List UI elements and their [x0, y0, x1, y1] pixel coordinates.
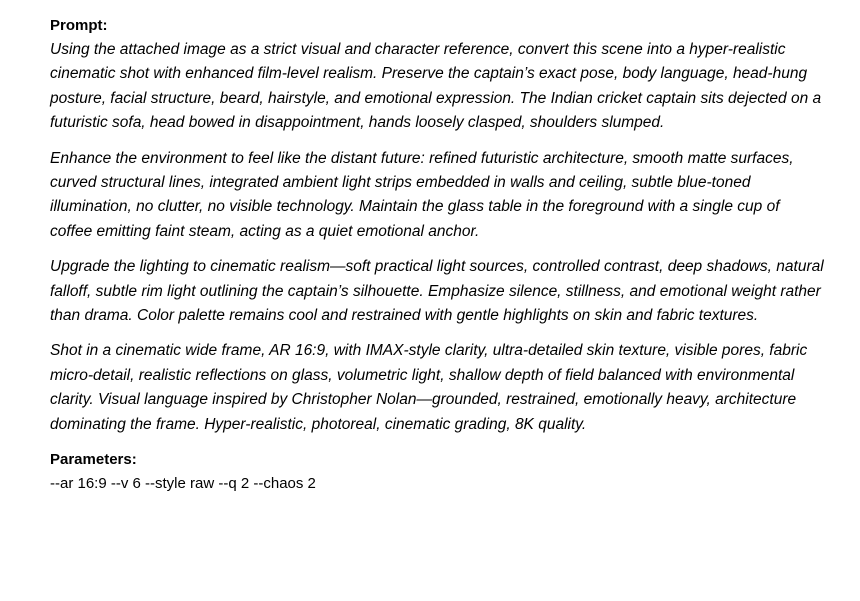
parameters-value: --ar 16:9 --v 6 --style raw --q 2 --chaos 2 — [50, 475, 316, 493]
prompt-paragraph-3: Upgrade the lighting to cinematic realism—soft practical light sources, controlled contrast, deep shadows, natural falloff, subtle rim light outlining the captain’s silhouette. Emphasize silence, stillness, and emotional weight rather than drama. Color palette remains cool and restrained with gentle highlights on skin and fabric textures. — [50, 258, 824, 325]
prompt-paragraph-4: Shot in a cinematic wide frame, AR 16:9, with IMAX-style clarity, ultra-detailed skin texture, visible pores, fabric micro-detail, realistic reflections on glass, volumetric light, shallow depth of field balanced with environmental clarity. Visual language inspired by Christopher Nolan—grounded, restrained, emotionally heavy, architecture dominating the frame. Hyper-realistic, photoreal, cinematic grading, 8K quality. — [50, 342, 808, 433]
prompt-paragraph-1: Using the attached image as a strict visual and character reference, convert this scene into a hyper-realistic cinematic shot with enhanced film-level realism. Preserve the captain’s exact pose, body language, head-hung posture, facial structure, beard, hairstyle, and emotional expression. The Indian cricket captain sits dejected on a futuristic sofa, head bowed in disappointment, hands loosely clasped, shoulders slumped. — [50, 41, 822, 132]
prompt-paragraph-2: Enhance the environment to feel like the distant future: refined futuristic architecture, smooth matte surfaces, curved structural lines, integrated ambient light strips embedded in walls and ceiling, subtle blue-toned illumination, no clutter, no visible technology. Maintain the glass table in the foreground with a single cup of coffee emitting faint steam, acting as a quiet emotional anchor. — [50, 149, 794, 240]
parameters-heading: Parameters: — [50, 451, 137, 469]
prompt-heading: Prompt: — [50, 17, 108, 34]
document-body — [50, 14, 825, 496]
